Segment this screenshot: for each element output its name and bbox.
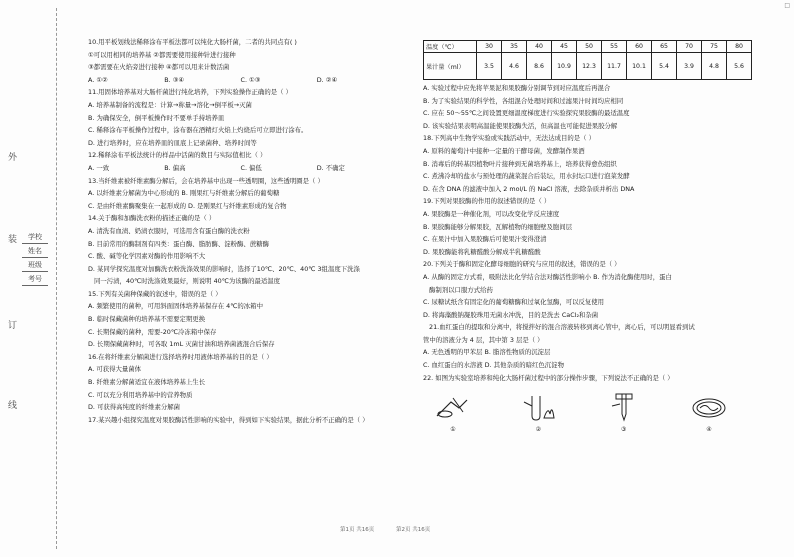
petri-dish-icon [689, 392, 729, 422]
question-line: 18.下列高中生物学实验或实践活动中，无法达成目的是（ ） [423, 134, 595, 143]
binding-dashed-line [56, 8, 57, 549]
question-line: C. 煮沸冷却的盐水与预处理的蔬菜混合后装坛，用水封坛口进行泡菜发酵 [423, 172, 630, 181]
table-cell-juice: 10.9 [552, 53, 577, 80]
question-line: A. 从酶的固定方式看，吸附法比化学结合法对酶活性影响小 B. 作为消化酶使用时，蛋白 [423, 272, 672, 281]
question-line: 同一污渍，40℃时洗涤效果最好，则说明 40℃为该酶的最适温度 [94, 277, 281, 286]
figure-step [602, 392, 646, 433]
inoculation-loop-icon [433, 392, 473, 422]
table-cell-temperature: 45 [552, 41, 577, 53]
table-cell-juice: 10.1 [627, 53, 652, 80]
question-line: D. 该实验结果表明高温能使果胶酶失活，但高温也可能促进果胶分解 [423, 121, 618, 130]
footer-page-2: 第2页 共16页 [396, 527, 431, 533]
table-cell-juice: 8.6 [527, 53, 552, 80]
question-line: 19.下列对果胶酶的作用的叙述错误的是（ ） [423, 197, 551, 206]
question-line: A. 原料的葡萄汁中接种一定量的干酵母菌，发酵制作果酒 [423, 146, 585, 155]
question-line: D. 将海藻酸钠凝胶珠用无菌水冲洗，目的是洗去 CaCl₂和杂菌 [423, 310, 599, 319]
question-line: A. 可获得大量菌体 [88, 365, 142, 374]
question-line: B. 临时保藏菌种的培养基不需要定期更换 [88, 315, 206, 324]
option-text: A. ①② [88, 75, 108, 84]
figure-label: ② [535, 426, 542, 434]
question-line: 10.用平板划线法稀释涂布平板法都可以纯化大肠杆菌，二者的共同点有( ) [88, 38, 297, 46]
option-text: D. 不确定 [316, 163, 345, 172]
question-line: 21.血红蛋白的提取和分离中，将搅拌好的混合溶液转移到离心管中，离心后，可以明显看到试 [429, 323, 695, 332]
question-line: D. 可获得高纯度的纤维素分解菌 [88, 403, 181, 412]
option-text: C. ①③ [240, 75, 261, 84]
table-cell-temperature: 80 [727, 41, 752, 53]
info-name: 姓名 [22, 246, 48, 258]
question-line: A. 培养基制备的流程是：计算→称量→溶化→倒平板→灭菌 [88, 100, 252, 109]
table-cell-juice: 5.6 [727, 53, 752, 80]
question-line: ③都需要在火焰旁进行接种 ④都可以用来计数活菌 [88, 63, 230, 72]
question-line: C. 血红蛋白的水溶液 D. 其他杂质的暗红色沉淀物 [423, 361, 564, 370]
question-line: D. 进行培养时，应在培养皿的皿底上记录菌种、培养时间等 [88, 138, 257, 147]
question-line: C. 应在 50～55℃之间设置更细温度梯度进行实验探究果胶酶的最适温度 [423, 109, 630, 118]
table-cell-juice: 12.3 [577, 53, 602, 80]
table-cell-temperature: 75 [702, 41, 727, 53]
question-line: A. 实验过程中应先将苹果泥和果胶酶分别调节到对应温度后再混合 [423, 84, 611, 92]
table-cell-temperature: 35 [502, 41, 527, 53]
table-row-label: 温度（℃） [424, 41, 477, 53]
figure-label: ① [450, 426, 456, 434]
option-text: A. 一致 [88, 163, 110, 172]
info-number: 考号 [22, 274, 48, 286]
question-line: 管中的溶液分为 4 层，其中第 3 层是（ ） [423, 335, 544, 344]
table-cell-juice: 4.6 [502, 53, 527, 80]
question-line: 11.用固体培养基对大肠杆菌进行纯化培养，下列实验操作正确的是（ ） [88, 88, 292, 97]
figure-label: ③ [620, 426, 627, 434]
option-row [88, 76, 393, 89]
binding-margin [0, 0, 72, 557]
table-row-label: 果汁量（ml） [424, 53, 477, 80]
option-text: C. 偏低 [240, 163, 262, 172]
option-text: B. 偏高 [164, 163, 186, 172]
question-line: A. 果胶酶是一种催化剂，可以改变化学反应速度 [423, 209, 560, 218]
figure-row [423, 392, 731, 433]
table-cell-temperature: 30 [477, 41, 502, 53]
question-line: 16.在将纤维素分解菌进行选择培养时用液体培养基的目的是（ ） [88, 352, 273, 361]
tube-flame-icon [518, 392, 558, 422]
question-line: 17.某兴趣小组探究温度对果胶酶活性影响的实验中，得到如下实验结果，据此分析不正确的是（ ） [88, 415, 369, 424]
figure-step [687, 392, 731, 433]
question-line: D. 长期保藏菌种时，可各取 1mL 灭菌甘油和培养菌液混合后保存 [88, 340, 275, 349]
question-line: B. 为确保安全，倒平板操作时不要单手持培养皿 [88, 113, 225, 122]
footer-page-1: 第1页 共16页 [340, 527, 375, 533]
question-line: C. 在果汁中加入果胶酶后可使果汁变得澄清 [423, 235, 547, 244]
question-line: C. 尿糖试纸含有固定化的葡萄糖酶和过氧化氢酶，可以反复使用 [423, 298, 605, 307]
binding-char: 线 [8, 401, 18, 411]
table-cell-temperature: 50 [577, 41, 602, 53]
table-cell-temperature: 65 [652, 41, 677, 53]
option-row [88, 164, 393, 177]
option-text: D. ②④ [316, 75, 338, 84]
table-cell-juice: 3.5 [477, 53, 502, 80]
page-footer [340, 525, 450, 533]
question-line: A. 以纤维素分解菌为中心形成的 B. 刚果红与纤维素分解后的葡萄糖 [88, 189, 280, 198]
option-text: B. ③④ [164, 75, 185, 84]
figure-label: ④ [706, 426, 712, 434]
table-cell-juice: 11.7 [602, 53, 627, 80]
question-line: 15.下列有关菌种保藏的叙述中，错误的是（ ） [88, 289, 222, 298]
question-line: 14.关于酶和加酶洗衣粉的描述正确的是（ ） [88, 214, 216, 223]
question-line: C. 可以充分利用培养基中的营养物质 [88, 390, 193, 399]
question-line: ①可以用相同的培养基 ②都需要使用接种针进行接种 [88, 50, 236, 59]
question-line: B. 目前常用的酶制剂有四类：蛋白酶、脂肪酶、淀粉酶、蔗糖酶 [88, 239, 269, 248]
binding-char: 订 [8, 321, 18, 331]
left-column [88, 38, 393, 428]
question-line: 13.当纤维素被纤维素酶分解后，会在培养基中出现一些透明圈，这些透明圈是（ ） [88, 176, 324, 185]
question-line: D. 果胶酶能将乳糖醛酸分解成半乳糖醛酸 [423, 247, 541, 256]
temperature-table [423, 40, 752, 80]
info-class: 班级 [22, 260, 48, 272]
table-cell-juice: 5.4 [652, 53, 677, 80]
binding-char: 外 [8, 153, 18, 163]
corner-mark: □ [784, 2, 790, 9]
question-line: B. 为了实验结果的科学性，各组混合处理时间和过滤果汁时间均应相同 [423, 96, 624, 105]
figure-step [516, 392, 560, 433]
table-cell-juice: 3.9 [677, 53, 702, 80]
info-school: 学校 [22, 232, 48, 244]
table-cell-juice: 4.8 [702, 53, 727, 80]
question-line: A. 无色透明的甲苯层 B. 脂溶性物质的沉淀层 [423, 348, 551, 357]
binding-char: 装 [8, 235, 18, 245]
right-column [423, 40, 768, 433]
question-line: B. 果胶酶能够分解果胶，瓦解植物的细胞壁及胞间层 [423, 222, 573, 231]
question-line: B. 纤维素分解菌适宜在液体培养基上生长 [88, 378, 206, 387]
question-line: A. 频繁使用的菌种，可用斜面固体培养基保存在 4℃的冰箱中 [88, 302, 263, 311]
question-line: C. 是由纤维素酶聚集在一起形成的 D. 是刚果红与纤维素形成的复合物 [88, 201, 287, 210]
question-line: A. 清洗有血渍、奶渍衣服时，可选用含有蛋白酶的洗衣粉 [88, 226, 250, 235]
figure-step [431, 392, 475, 433]
table-cell-temperature: 40 [527, 41, 552, 53]
question-line: C. 长期保藏的菌种，需要-20℃冷冻箱中保存 [88, 327, 217, 336]
right-questions [423, 84, 768, 386]
question-line: 22. 如图为实验室培养和纯化大肠杆菌过程中的部分操作步骤，下列说法不正确的是（ ） [423, 373, 674, 382]
question-line: C. 酸、碱等化学因素对酶的作用影响不大 [88, 252, 206, 261]
question-line: 20.下列关于酶和固定化酵母细胞的研究与应用的叙述，错误的是（ ） [423, 260, 621, 269]
question-line: B. 消毒后的转基因植物叶片接种到无菌培养基上，培养获得愈伤组织 [423, 159, 617, 168]
question-line: 酶制剂以口服方式给药 [429, 285, 493, 294]
student-info-block [22, 232, 48, 288]
question-line: D. 在含 DNA 的滤液中加入 2 mol/L 的 NaCl 溶液，去除杂质并析出 DNA [423, 184, 635, 193]
table-cell-temperature: 55 [602, 41, 627, 53]
table-cell-temperature: 60 [627, 41, 652, 53]
question-line: D. 某同学探究温度对加酶洗衣粉洗涤效果的影响时，选择了10℃、20℃、40℃ 3组温度下洗涤 [88, 264, 360, 273]
table-cell-temperature: 70 [677, 41, 702, 53]
question-line: C. 稀释涂布平板操作过程中，涂布器在酒精灯火焰上灼烧后可立即进行涂布。 [88, 126, 308, 135]
question-line: 12.稀释涂布平板法统计的样品中活菌的数目与实际值相比（ ） [88, 151, 267, 160]
pipette-icon [604, 392, 644, 422]
